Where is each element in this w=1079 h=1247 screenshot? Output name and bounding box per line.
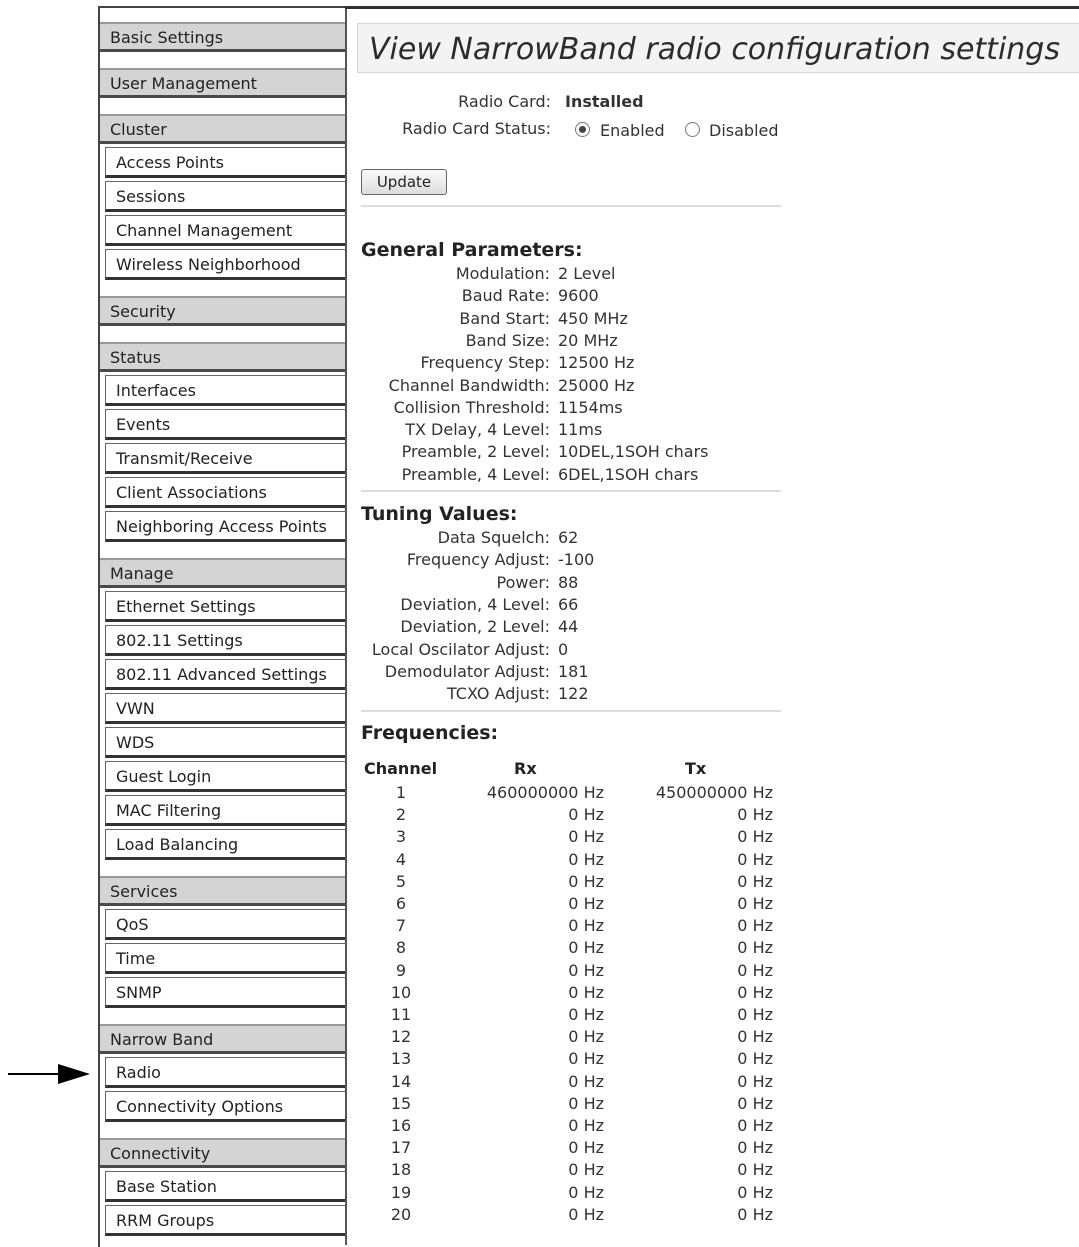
sidebar-item-snmp[interactable]: SNMP: [105, 977, 347, 1008]
sidebar-nav: [98, 6, 347, 1247]
tx-cell: 0 Hz: [737, 938, 773, 958]
param-label: Collision Threshold:: [393, 397, 550, 417]
tx-cell: 0 Hz: [737, 871, 773, 891]
rx-cell: 0 Hz: [568, 982, 604, 1002]
rx-cell: 0 Hz: [568, 1049, 604, 1069]
param-value: 20 MHz: [558, 330, 618, 350]
rx-cell: 0 Hz: [568, 871, 604, 891]
param-label: Frequency Step:: [420, 353, 550, 373]
tuning-values-heading: Tuning Values:: [361, 503, 518, 525]
channel-cell: 8: [395, 938, 407, 958]
param-label: Channel Bandwidth:: [388, 375, 550, 395]
sidebar-group-cluster[interactable]: Cluster: [100, 114, 347, 144]
sidebar-item-qos[interactable]: QoS: [105, 909, 347, 940]
param-label: Power:: [496, 572, 550, 592]
param-value: 0: [558, 639, 569, 659]
rx-cell: 0 Hz: [568, 960, 604, 980]
tx-cell: 0 Hz: [737, 1027, 773, 1047]
tx-cell: 0 Hz: [737, 1049, 773, 1069]
param-value: 122: [558, 684, 589, 704]
sidebar-item-guest-login[interactable]: Guest Login: [105, 761, 347, 792]
rx-cell: 0 Hz: [568, 1182, 604, 1202]
page-title: View NarrowBand radio configuration settings: [369, 32, 1060, 67]
sidebar-group-manage[interactable]: Manage: [100, 558, 347, 588]
param-value: 88: [558, 572, 579, 592]
tx-cell: 0 Hz: [737, 1071, 773, 1091]
rx-cell: 0 Hz: [568, 1116, 604, 1135]
param-value: 66: [558, 594, 579, 614]
param-label: Deviation, 2 Level:: [400, 617, 550, 637]
disabled-label: Disabled: [709, 121, 779, 140]
sidebar-item-rrm-groups[interactable]: RRM Groups: [105, 1205, 347, 1236]
sidebar-group-status[interactable]: Status: [100, 342, 347, 372]
sidebar-item-vwn[interactable]: VWN: [105, 693, 347, 724]
column-header-channel: Channel: [364, 759, 438, 778]
param-value: 25000 Hz: [558, 375, 635, 395]
rx-cell: 0 Hz: [568, 827, 604, 847]
param-value: 9600: [558, 286, 599, 306]
rx-cell: 0 Hz: [568, 849, 604, 869]
tx-cell: 0 Hz: [737, 1093, 773, 1113]
tx-cell: 0 Hz: [737, 916, 773, 936]
channel-cell: 5: [395, 871, 407, 891]
param-value: 44: [558, 617, 579, 637]
sidebar-item-mac-filtering[interactable]: MAC Filtering: [105, 795, 347, 826]
sidebar-group-services[interactable]: Services: [100, 876, 347, 906]
channel-cell: 18: [390, 1160, 412, 1180]
tx-cell: 0 Hz: [737, 1005, 773, 1024]
sidebar-item-access-points[interactable]: Access Points: [105, 147, 347, 178]
rx-cell: 0 Hz: [568, 1027, 604, 1047]
sidebar-item-transmit-receive[interactable]: Transmit/Receive: [105, 443, 347, 474]
rx-cell: 0 Hz: [568, 894, 604, 913]
sidebar-item-ethernet-settings[interactable]: Ethernet Settings: [105, 591, 347, 622]
param-label: Preamble, 4 Level:: [401, 464, 550, 484]
rx-cell: 0 Hz: [568, 1093, 604, 1113]
sidebar-item-connectivity-options[interactable]: Connectivity Options: [105, 1091, 347, 1122]
param-label: Frequency Adjust:: [406, 550, 550, 570]
tx-cell: 0 Hz: [737, 982, 773, 1002]
param-label: TX Delay, 4 Level:: [405, 420, 550, 440]
param-label: Band Size:: [465, 330, 550, 350]
param-value: 12500 Hz: [558, 353, 635, 373]
channel-cell: 4: [395, 849, 407, 869]
sidebar-item-channel-management[interactable]: Channel Management: [105, 215, 347, 246]
channel-cell: 1: [395, 783, 407, 802]
channel-cell: 14: [390, 1071, 412, 1091]
channel-cell: 11: [390, 1005, 412, 1024]
rx-cell: 0 Hz: [568, 805, 604, 825]
param-value: 11ms: [558, 420, 603, 440]
param-label: Demodulator Adjust:: [384, 661, 550, 681]
tx-cell: 0 Hz: [737, 1182, 773, 1202]
rx-cell: 0 Hz: [568, 1071, 604, 1091]
disabled-radio[interactable]: [685, 122, 700, 137]
frequencies-heading: Frequencies:: [361, 722, 499, 744]
sidebar-item-load-balancing[interactable]: Load Balancing: [105, 829, 347, 860]
channel-cell: 10: [390, 982, 412, 1002]
param-label: Band Start:: [459, 308, 550, 328]
enabled-label: Enabled: [600, 121, 665, 140]
sidebar-item-base-station[interactable]: Base Station: [105, 1171, 347, 1202]
rx-cell: 0 Hz: [568, 1160, 604, 1180]
channel-cell: 20: [390, 1204, 412, 1224]
param-label: Deviation, 4 Level:: [400, 594, 550, 614]
sidebar-item-wireless-neighborhood[interactable]: Wireless Neighborhood: [105, 249, 347, 280]
tx-cell: 0 Hz: [737, 827, 773, 847]
update-button[interactable]: Update: [361, 169, 447, 195]
param-label: Local Oscilator Adjust:: [371, 639, 550, 659]
channel-cell: 17: [390, 1138, 412, 1158]
param-value: 6DEL,1SOH chars: [558, 464, 699, 484]
tx-cell: 0 Hz: [737, 1160, 773, 1180]
sidebar-item-sessions[interactable]: Sessions: [105, 181, 347, 212]
sidebar-item-interfaces[interactable]: Interfaces: [105, 375, 347, 406]
column-header-rx: Rx: [514, 759, 537, 778]
divider: [361, 205, 781, 207]
sidebar-item-802-11-advanced-settings[interactable]: 802.11 Advanced Settings: [105, 659, 347, 690]
tx-cell: 450000000 Hz: [655, 783, 773, 802]
channel-cell: 9: [395, 960, 407, 980]
tx-cell: 0 Hz: [737, 805, 773, 825]
param-value: 62: [558, 528, 579, 547]
channel-cell: 2: [395, 805, 407, 825]
param-value: -100: [558, 550, 595, 570]
sidebar-group-narrow-band[interactable]: Narrow Band: [100, 1024, 347, 1054]
channel-cell: 19: [390, 1182, 412, 1202]
divider: [361, 710, 781, 712]
sidebar-group-connectivity[interactable]: Connectivity: [100, 1138, 347, 1168]
sidebar-item-client-associations[interactable]: Client Associations: [105, 477, 347, 508]
pointer-arrow-icon: [58, 1064, 90, 1084]
column-header-tx: Tx: [685, 759, 707, 778]
param-label: Baud Rate:: [461, 286, 550, 306]
radio-card-value: Installed: [565, 92, 644, 111]
sidebar-group-user-management[interactable]: User Management: [100, 68, 347, 98]
rx-cell: 0 Hz: [568, 938, 604, 958]
title-bar: [357, 23, 1079, 73]
param-value: 450 MHz: [558, 308, 628, 328]
tx-cell: 0 Hz: [737, 1204, 773, 1224]
tx-cell: 0 Hz: [737, 1116, 773, 1135]
channel-cell: 12: [390, 1027, 412, 1047]
enabled-radio[interactable]: [575, 122, 590, 137]
sidebar-item-802-11-settings[interactable]: 802.11 Settings: [105, 625, 347, 656]
rx-cell: 460000000 Hz: [486, 783, 604, 802]
channel-cell: 13: [390, 1049, 412, 1069]
tx-cell: 0 Hz: [737, 849, 773, 869]
rx-cell: 0 Hz: [568, 916, 604, 936]
main-content: [347, 9, 1079, 1245]
sidebar-group-basic-settings[interactable]: Basic Settings: [100, 22, 347, 52]
pointer-arrow-line: [8, 1073, 60, 1075]
tx-cell: 0 Hz: [737, 960, 773, 980]
param-label: Preamble, 2 Level:: [401, 442, 550, 462]
rx-cell: 0 Hz: [568, 1204, 604, 1224]
channel-cell: 16: [390, 1116, 412, 1135]
param-label: Data Squelch:: [437, 528, 550, 547]
rx-cell: 0 Hz: [568, 1138, 604, 1158]
param-label: Modulation:: [455, 264, 550, 283]
channel-cell: 3: [395, 827, 407, 847]
sidebar-group-security[interactable]: Security: [100, 296, 347, 326]
tx-cell: 0 Hz: [737, 1138, 773, 1158]
rx-cell: 0 Hz: [568, 1005, 604, 1024]
param-value: 10DEL,1SOH chars: [558, 442, 709, 462]
param-value: 2 Level: [558, 264, 616, 283]
sidebar-item-wds[interactable]: WDS: [105, 727, 347, 758]
param-label: TCXO Adjust:: [446, 684, 550, 704]
param-value: 181: [558, 661, 589, 681]
sidebar-item-events[interactable]: Events: [105, 409, 347, 440]
radio-card-status-label: Radio Card Status:: [402, 119, 551, 138]
radio-card-label: Radio Card:: [458, 92, 551, 111]
divider: [361, 490, 781, 492]
channel-cell: 6: [395, 894, 407, 913]
param-value: 1154ms: [558, 397, 623, 417]
general-parameters-heading: General Parameters:: [361, 239, 583, 261]
channel-cell: 7: [395, 916, 407, 936]
channel-cell: 15: [390, 1093, 412, 1113]
sidebar-item-neighboring-access-points[interactable]: Neighboring Access Points: [105, 511, 347, 542]
tx-cell: 0 Hz: [737, 894, 773, 913]
sidebar-item-time[interactable]: Time: [105, 943, 347, 974]
sidebar-item-radio[interactable]: Radio: [105, 1057, 347, 1088]
